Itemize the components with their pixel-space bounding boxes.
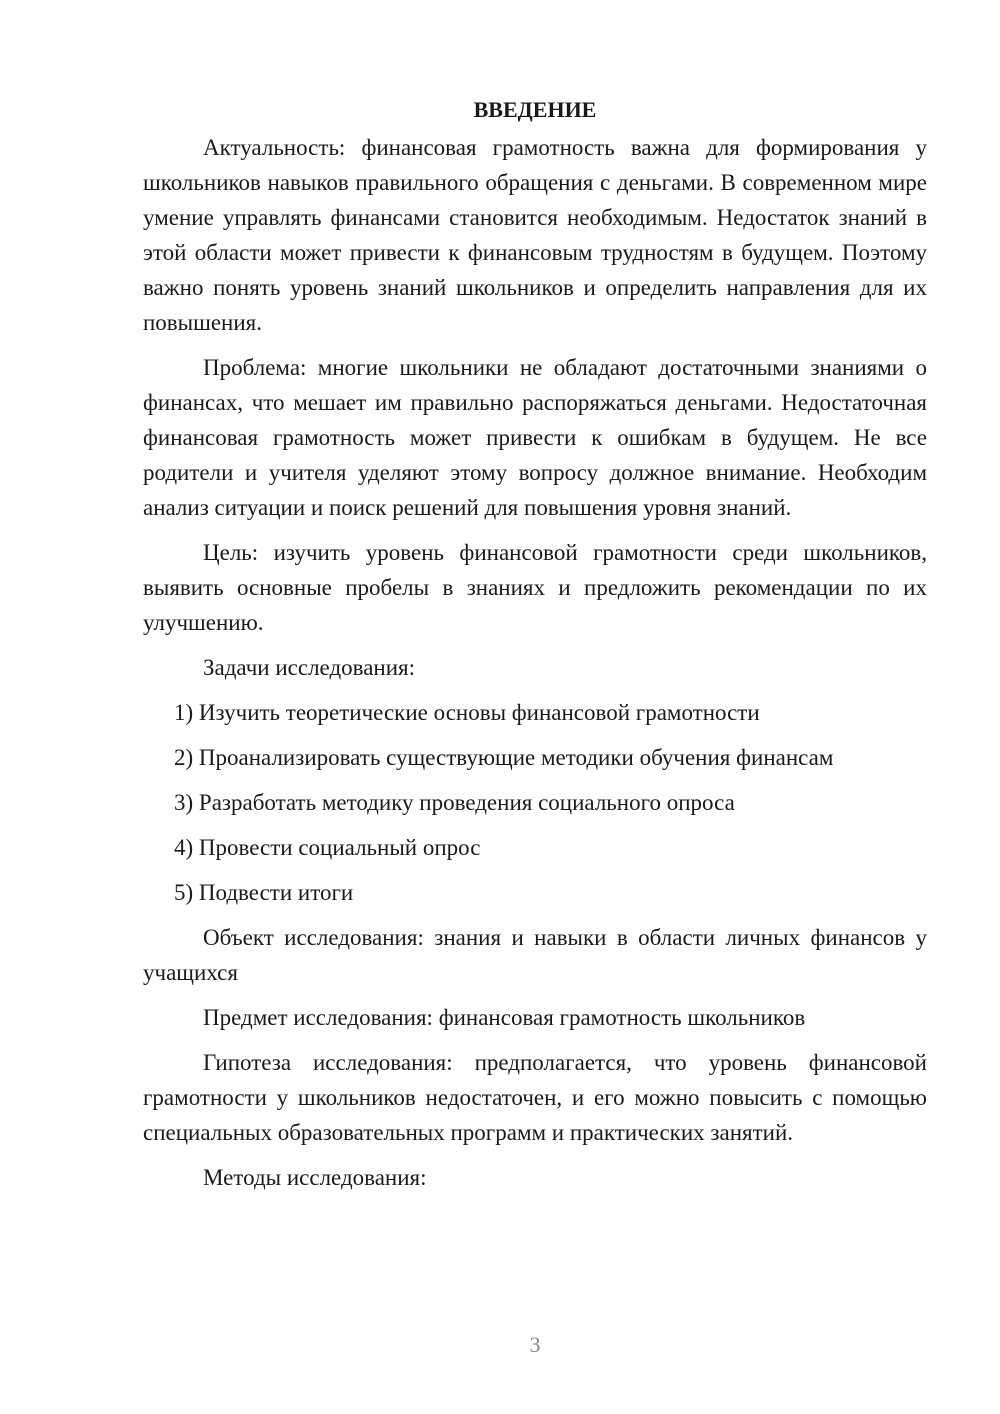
page-number: 3 xyxy=(529,1332,541,1357)
methods-heading: Методы исследования: xyxy=(203,1165,427,1190)
paragraph-problem: Проблема: многие школьники не обладают достаточными знаниями о финансах, что мешает им правильно распоряжаться деньгами. Недостаточная финансовая грамотность может привести к ошибкам в будущем. Не все родители и учителя уделяют этому вопросу должное внимание. Необходим анализ ситуации и поиск решений для повышения уровня знаний. xyxy=(143,355,927,520)
paragraph-goal: Цель: изучить уровень финансовой грамотности среди школьников, выявить основные пробелы в знаниях и предложить рекомендации по их улучшению. xyxy=(143,540,927,635)
list-item: 4) Провести социальный опрос xyxy=(174,835,481,860)
paragraph-hypothesis: Гипотеза исследования: предполагается, что уровень финансовой грамотности у школьников недостаточен, и его можно повысить с помощью специальных образовательных программ и практических занятий. xyxy=(143,1050,927,1145)
tasks-list xyxy=(143,695,927,910)
list-item: 5) Подвести итоги xyxy=(174,880,354,905)
section-title: ВВЕДЕНИЕ xyxy=(473,97,597,122)
list-item: 3) Разработать методику проведения социального опроса xyxy=(174,790,735,815)
list-item: 1) Изучить теоретические основы финансовой грамотности xyxy=(174,700,760,725)
paragraph-relevance: Актуальность: финансовая грамотность важна для формирования у школьников навыков правильного обращения с деньгами. В современном мире умение управлять финансами становится необходимым. Недостаток знаний в этой области может привести к финансовым трудностям в будущем. Поэтому важно понять уровень знаний школьников и определить направления для их повышения. xyxy=(143,135,927,335)
paragraph-object: Объект исследования: знания и навыки в области личных финансов у учащихся xyxy=(143,925,927,985)
list-item: 2) Проанализировать существующие методики обучения финансам xyxy=(174,745,834,770)
page-body xyxy=(143,92,927,1205)
paragraph-subject: Предмет исследования: финансовая грамотность школьников xyxy=(203,1005,806,1030)
tasks-heading: Задачи исследования: xyxy=(203,655,416,680)
